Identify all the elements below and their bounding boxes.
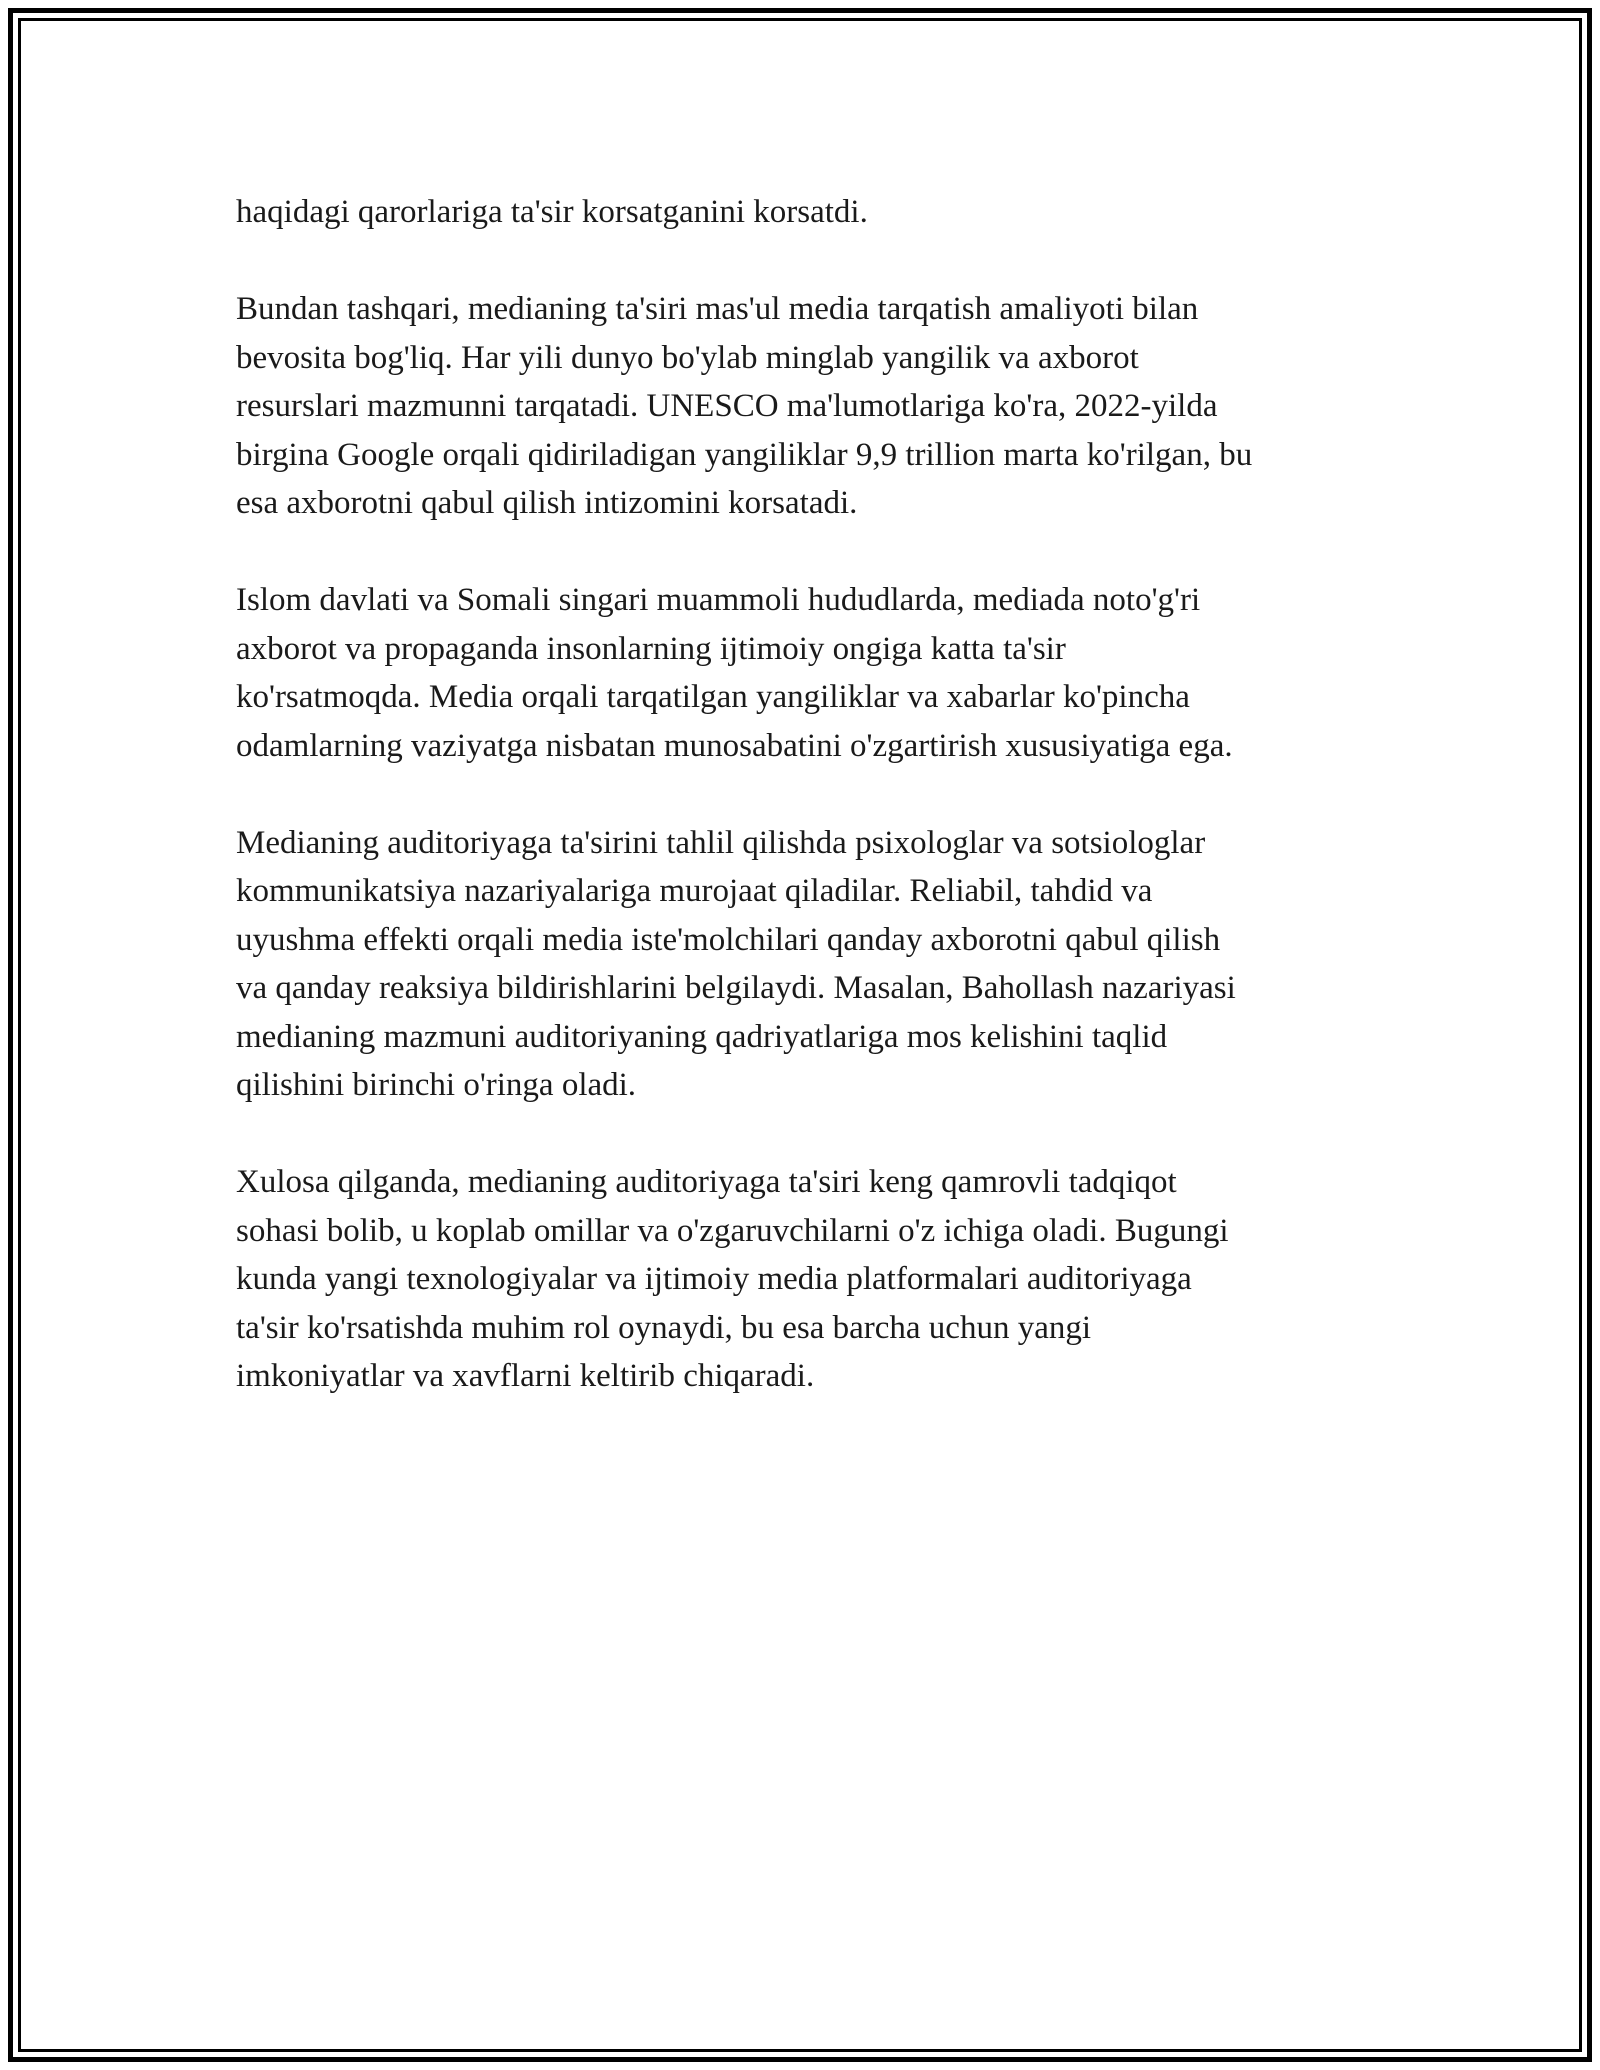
- paragraph-2: Bundan tashqari, medianing ta'siri mas'ul media tarqatish amaliyoti bilan bevosita bog'liq. Har yili dunyo bo'ylab minglab yangilik va axborot resurslari mazmunni tarqatadi. UNESCO ma'lumotlariga ko'ra, 2022-yilda birgina Google orqali qidiriladigan yangiliklar 9,9 trillion marta ko'rilgan, bu esa axborotni qabul qilish intizomini korsatadi.: [236, 291, 1253, 521]
- paragraph-3: Islom davlati va Somali singari muammoli hududlarda, mediada noto'g'ri axborot va propaganda insonlarning ijtimoiy ongiga katta ta'sir ko'rsatmoqda. Media orqali tarqatilgan yangiliklar va xabarlar ko'pincha odamlarning vaziyatga nisbatan munosabatini o'zgartirish xususiyatiga ega.: [236, 582, 1233, 764]
- paragraph-4: Medianing auditoriyaga ta'sirini tahlil qilishda psixologlar va sotsiologlar kommunikatsiya nazariyalariga murojaat qiladilar. Reliabil, tahdid va uyushma effekti orqali media iste'molchilari qanday axborotni qabul qilish va qanday reaksiya bildirishlarini belgilaydi. Masalan, Bahollash nazariyasi medianing mazmuni auditoriyaning qadriyatlariga mos kelishini taqlid qilishini birinchi o'ringa oladi.: [236, 824, 1236, 1103]
- paragraph-5: Xulosa qilganda, medianing auditoriyaga ta'siri keng qamrovli tadqiqot sohasi bolib, u koplab omillar va o'zgaruvchilarni o'z ichiga oladi. Bugungi kunda yangi texnologiyalar va ijtimoiy media platformalari auditoriyaga ta'sir ko'rsatishda muhim rol oynaydi, bu esa barcha uchun yangi imkoniyatlar va xavflarni keltirib chiqaradi.: [236, 1164, 1229, 1394]
- document-body: [236, 188, 1376, 1449]
- paragraph-1: haqidagi qarorlariga ta'sir korsatganini korsatdi.: [236, 194, 868, 230]
